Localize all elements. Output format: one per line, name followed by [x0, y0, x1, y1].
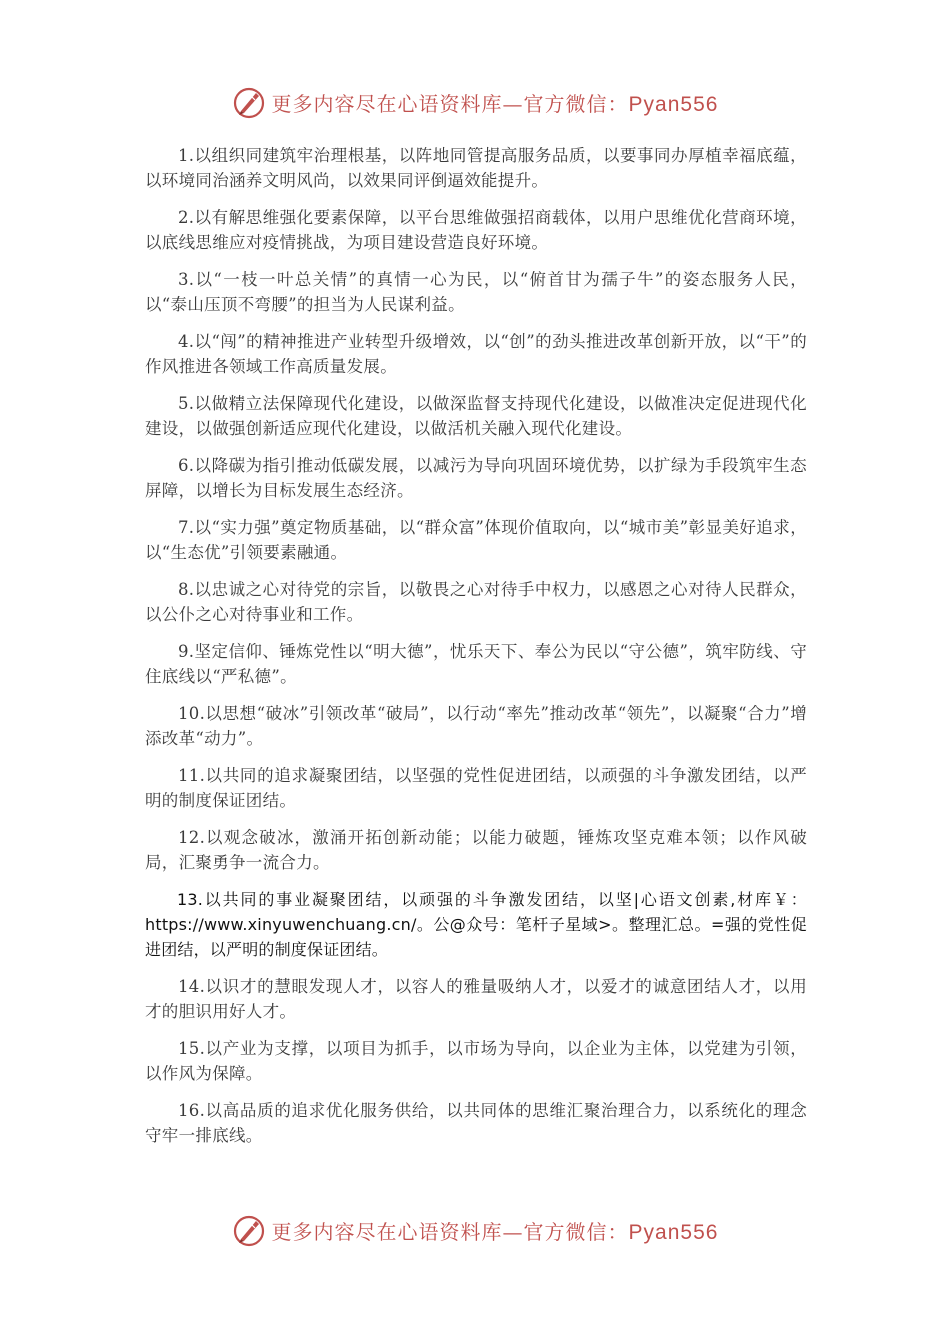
paragraph-15: 15.以产业为支撑，以项目为抓手，以市场为导向，以企业为主体，以党建为引领，以作风为保障。 [145, 1039, 807, 1083]
paragraph-13: 13.以共同的事业凝聚团结，以顽强的斗争激发团结，以坚|心语文创素,材库￥：https://www.xinyuwenchuang.cn/。公@众号：笔杆子星域>。整理汇总。=强的党性促进团结，以严明的制度保证团结。 [145, 890, 807, 959]
paragraph-11: 11.以共同的追求凝聚团结，以坚强的党性促进团结，以顽强的斗争激发团结，以严明的制度保证团结。 [145, 766, 807, 810]
banner-wechat-id: Pyan556 [628, 92, 719, 116]
banner-separator: — [502, 91, 524, 116]
paragraph-1: 1.以组织同建筑牢治理根基，以阵地同管提高服务品质，以要事同办厚植幸福底蕴，以环境同治涵养文明风尚，以效果同评倒逼效能提升。 [145, 146, 807, 190]
paragraph-4: 4.以“闯”的精神推进产业转型升级增效，以“创”的劲头推进改革创新开放，以“干”的作风推进各领域工作高质量发展。 [145, 332, 807, 376]
banner-separator: — [502, 1219, 524, 1244]
banner-wechat-label: 官方微信： [523, 91, 629, 116]
paragraph-14: 14.以识才的慧眼发现人才，以容人的雅量吸纳人才，以爱才的诚意团结人才，以用才的胆识用好人才。 [145, 977, 807, 1021]
document-body [145, 143, 807, 1160]
paragraph-8: 8.以忠诚之心对待党的宗旨，以敬畏之心对待手中权力，以感恩之心对待人民群众，以公仆之心对待事业和工作。 [145, 580, 807, 624]
banner-text [272, 1216, 719, 1245]
paragraph-10: 10.以思想“破冰”引领改革“破局”，以行动“率先”推动改革“领先”，以凝聚“合力”增添改革“动力”。 [145, 704, 807, 748]
banner-text [272, 88, 719, 117]
paragraph-3: 3.以“一枝一叶总关情”的真情一心为民，以“俯首甘为孺子牛”的姿态服务人民，以“泰山压顶不弯腰”的担当为人民谋利益。 [145, 270, 807, 314]
paragraph-7: 7.以“实力强”奠定物质基础，以“群众富”体现价值取向，以“城市美”彰显美好追求，以“生态优”引领要素融通。 [145, 518, 807, 562]
paragraph-12: 12.以观念破冰，激涌开拓创新动能；以能力破题，锤炼攻坚克难本领；以作风破局，汇聚勇争一流合力。 [145, 828, 807, 872]
paragraph-16: 16.以高品质的追求优化服务供给，以共同体的思维汇聚治理合力，以系统化的理念守牢一排底线。 [145, 1101, 807, 1145]
quill-pen-logo-icon [232, 1213, 266, 1247]
paragraph-2: 2.以有解思维强化要素保障，以平台思维做强招商载体，以用户思维优化营商环境，以底线思维应对疫情挑战，为项目建设营造良好环境。 [145, 208, 807, 252]
footer-banner [0, 1210, 950, 1250]
banner-wechat-label: 官方微信： [523, 1219, 629, 1244]
paragraph-6: 6.以降碳为指引推动低碳发展，以减污为导向巩固环境优势，以扩绿为手段筑牢生态屏障，以增长为目标发展生态经济。 [145, 456, 807, 500]
banner-title: 更多内容尽在心语资料库 [271, 1219, 503, 1244]
paragraph-9: 9.坚定信仰、锤炼党性以“明大德”，忧乐天下、奉公为民以“守公德”，筑牢防线、守住底线以“严私德”。 [145, 642, 807, 686]
paragraph-5: 5.以做精立法保障现代化建设，以做深监督支持现代化建设，以做准决定促进现代化建设，以做强创新适应现代化建设，以做活机关融入现代化建设。 [145, 394, 807, 438]
banner-title: 更多内容尽在心语资料库 [271, 91, 503, 116]
quill-pen-logo-icon [232, 85, 266, 119]
header-banner [0, 82, 950, 122]
banner-wechat-id: Pyan556 [628, 1220, 719, 1244]
